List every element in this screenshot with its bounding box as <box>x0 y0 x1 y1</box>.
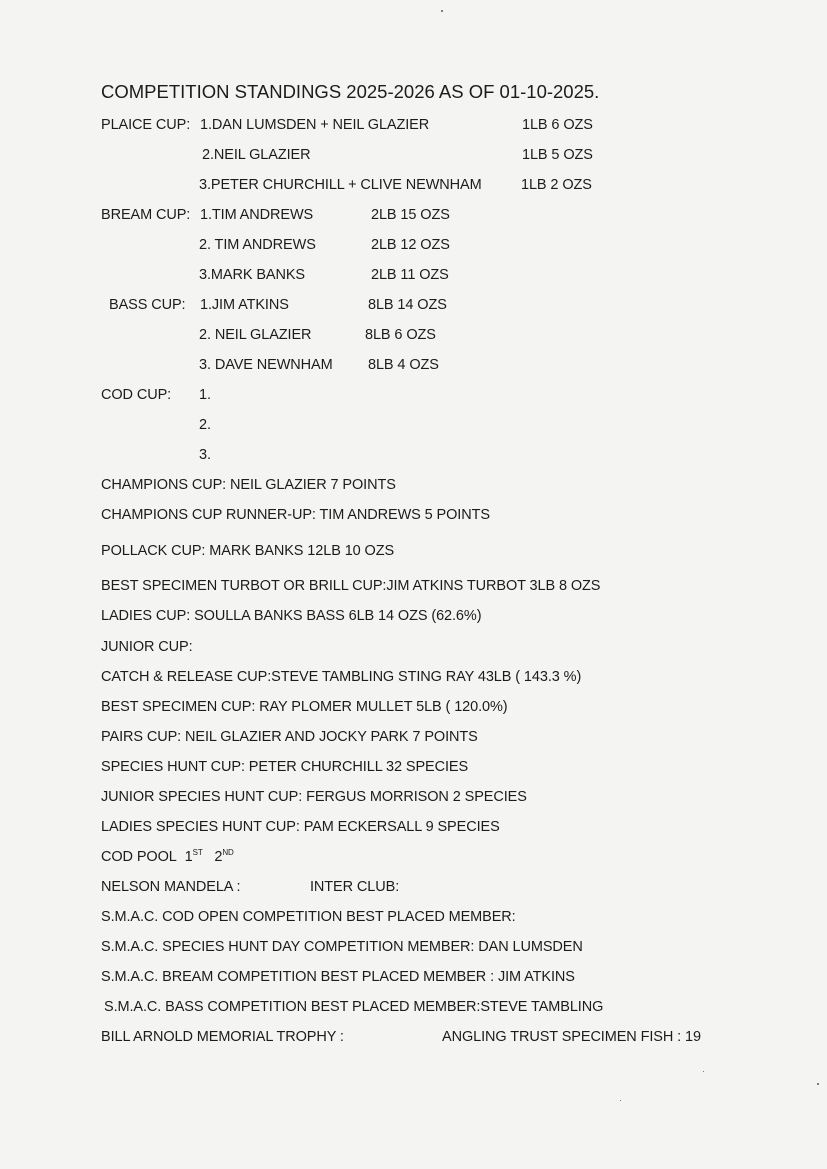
cod-pool-second: 2 <box>214 849 223 865</box>
cod-rank-2: 2. <box>199 417 211 433</box>
ladies-species-hunt-cup-line: LADIES SPECIES HUNT CUP: PAM ECKERSALL 9 SPECIES <box>101 819 500 835</box>
bass-rank-1-weight: 8LB 14 OZS <box>368 297 447 313</box>
junior-species-hunt-cup-line: JUNIOR SPECIES HUNT CUP: FERGUS MORRISON 2 SPECIES <box>101 789 527 805</box>
bass-rank-2-weight: 8LB 6 OZS <box>365 327 436 343</box>
pairs-cup-line: PAIRS CUP: NEIL GLAZIER AND JOCKY PARK 7 POINTS <box>101 729 478 745</box>
bream-rank-3-name: 3.MARK BANKS <box>199 267 305 283</box>
bass-rank-2-name: 2. NEIL GLAZIER <box>199 327 312 343</box>
smac-species-hunt-line: S.M.A.C. SPECIES HUNT DAY COMPETITION MEMBER: DAN LUMSDEN <box>101 939 583 955</box>
smac-bream-line: S.M.A.C. BREAM COMPETITION BEST PLACED MEMBER : JIM ATKINS <box>101 969 575 985</box>
nelson-mandela-line: NELSON MANDELA : <box>101 879 241 895</box>
bream-rank-3-weight: 2LB 11 OZS <box>371 267 449 283</box>
cod-pool-first: 1 <box>184 849 193 865</box>
bream-rank-2-name: 2. TIM ANDREWS <box>199 237 316 253</box>
plaice-rank-3-weight: 1LB 2 OZS <box>521 177 592 193</box>
cod-pool-first-suffix: ST <box>192 848 203 857</box>
pollack-cup-line: POLLACK CUP: MARK BANKS 12LB 10 OZS <box>101 543 395 559</box>
bream-cup-label: BREAM CUP: <box>101 207 191 223</box>
champions-runner-up-line: CHAMPIONS CUP RUNNER-UP: TIM ANDREWS 5 POINTS <box>101 507 490 523</box>
catch-release-cup-line: CATCH & RELEASE CUP:STEVE TAMBLING STING RAY 43LB ( 143.3 %) <box>101 669 582 685</box>
angling-trust-specimen-line: ANGLING TRUST SPECIMEN FISH : 19 <box>442 1029 701 1045</box>
scan-speck <box>620 1100 621 1101</box>
plaice-rank-1-weight: 1LB 6 OZS <box>522 117 593 133</box>
species-hunt-cup-line: SPECIES HUNT CUP: PETER CHURCHILL 32 SPECIES <box>101 759 469 775</box>
scan-speck <box>817 1083 819 1085</box>
plaice-rank-1-name: 1.DAN LUMSDEN + NEIL GLAZIER <box>200 117 430 133</box>
smac-bass-line: S.M.A.C. BASS COMPETITION BEST PLACED MEMBER:STEVE TAMBLING <box>104 999 604 1015</box>
bream-rank-2-weight: 2LB 12 OZS <box>371 237 450 253</box>
plaice-rank-3-name: 3.PETER CHURCHILL + CLIVE NEWNHAM <box>199 177 482 193</box>
cod-rank-1: 1. <box>199 387 211 403</box>
plaice-rank-2-name: 2.NEIL GLAZIER <box>202 147 311 163</box>
bass-rank-3-name: 3. DAVE NEWNHAM <box>199 357 333 373</box>
ladies-cup-line: LADIES CUP: SOULLA BANKS BASS 6LB 14 OZS (62.6%) <box>101 608 482 624</box>
bass-rank-1-name: 1.JIM ATKINS <box>200 297 289 313</box>
bill-arnold-trophy-line: BILL ARNOLD MEMORIAL TROPHY : <box>101 1029 344 1045</box>
champions-cup-line: CHAMPIONS CUP: NEIL GLAZIER 7 POINTS <box>101 477 396 493</box>
cod-cup-label: COD CUP: <box>101 387 172 403</box>
best-specimen-cup-line: BEST SPECIMEN CUP: RAY PLOMER MULLET 5LB ( 120.0%) <box>101 699 508 715</box>
bream-rank-1-name: 1.TIM ANDREWS <box>200 207 314 223</box>
bass-cup-label: BASS CUP: <box>109 297 186 313</box>
scan-speck <box>441 10 443 12</box>
cod-pool-label: COD POOL <box>101 849 177 865</box>
inter-club-line: INTER CLUB: <box>310 879 400 895</box>
scan-speck <box>703 1071 704 1072</box>
turbot-brill-cup-line: BEST SPECIMEN TURBOT OR BRILL CUP:JIM ATKINS TURBOT 3LB 8 OZS <box>101 578 601 594</box>
bream-rank-1-weight: 2LB 15 OZS <box>371 207 450 223</box>
cod-rank-3: 3. <box>199 447 211 463</box>
plaice-rank-2-weight: 1LB 5 OZS <box>522 147 593 163</box>
plaice-cup-label: PLAICE CUP: <box>101 117 191 133</box>
smac-cod-open-line: S.M.A.C. COD OPEN COMPETITION BEST PLACED MEMBER: <box>101 909 516 925</box>
cod-pool-second-suffix: ND <box>222 848 234 857</box>
cod-pool-line <box>101 849 234 865</box>
page-title: COMPETITION STANDINGS 2025-2026 AS OF 01-10-2025. <box>101 81 600 102</box>
bass-rank-3-weight: 8LB 4 OZS <box>368 357 439 373</box>
junior-cup-line: JUNIOR CUP: <box>101 639 193 655</box>
